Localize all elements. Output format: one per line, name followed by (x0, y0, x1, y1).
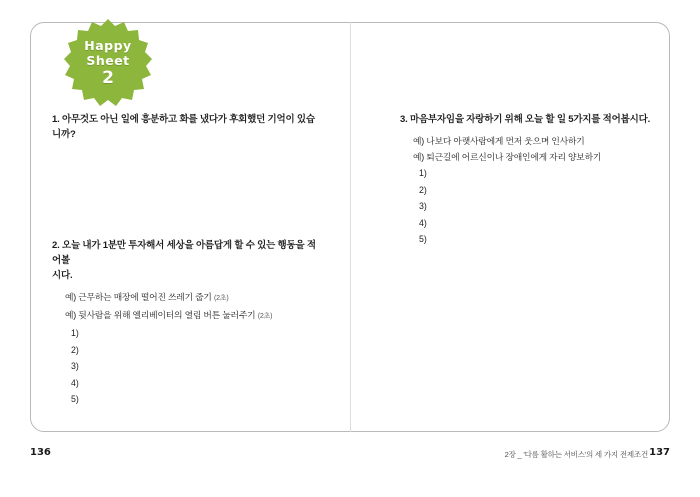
answer-blank[interactable]: 2) (419, 184, 427, 195)
answer-blank[interactable]: 5) (419, 234, 427, 244)
page-number-right: 137 (649, 447, 670, 458)
answer-blank[interactable]: 3) (71, 361, 79, 371)
page-number-left: 136 (30, 447, 51, 458)
question-1: 1. 아무것도 아닌 일에 흥분하고 화를 냈다가 후회했던 기억이 있습니까? (52, 114, 315, 140)
example-text: 예) 퇴근길에 어르신이나 장애인에게 자리 양보하기 (413, 152, 602, 162)
example-text: 예) 근무하는 매장에 떨어진 쓰레기 줍기 (65, 292, 212, 302)
answer-blank[interactable]: 4) (419, 217, 427, 228)
answer-blank[interactable]: 4) (71, 377, 79, 388)
example-text: 예) 뒷사람을 위해 엘리베이터의 열림 버튼 눌러주기 (65, 310, 256, 320)
question-3: 3. 마음부자임을 자랑하기 위해 오늘 할 일 5가지를 적어봅시다. (400, 114, 651, 125)
answer-blank[interactable]: 3) (419, 201, 427, 211)
answer-blank[interactable]: 5) (71, 394, 79, 404)
badge-line2: Sheet (86, 53, 130, 68)
example-item (52, 307, 322, 325)
question-2: 2. 오늘 내가 1분만 투자해서 세상을 아름답게 할 수 있는 행동을 적어볼 (52, 240, 316, 266)
answer-blank[interactable]: 1) (419, 168, 427, 178)
badge-line1: Happy (84, 38, 132, 53)
example-points: (2초) (257, 313, 273, 320)
answer-blank[interactable]: 2) (71, 344, 79, 355)
question-2-continued: 시다. (52, 270, 73, 281)
example-item (400, 133, 660, 149)
badge-text-group (62, 17, 154, 109)
page-fold-line (350, 22, 351, 432)
right-column (400, 112, 660, 248)
answer-blank[interactable]: 1) (71, 328, 79, 338)
running-head: 2장 _ '다름 활하는 서비스'의 세 가지 전제조건 (504, 450, 648, 459)
answer-space-question-1[interactable] (52, 142, 322, 238)
example-points: (2초) (213, 295, 229, 302)
example-item (52, 289, 322, 307)
happy-sheet-badge (62, 17, 154, 109)
badge-number: 2 (102, 68, 114, 88)
left-column (52, 112, 322, 408)
example-text: 예) 나보다 아랫사람에게 먼저 웃으며 인사하기 (413, 136, 585, 146)
example-item (400, 149, 660, 165)
